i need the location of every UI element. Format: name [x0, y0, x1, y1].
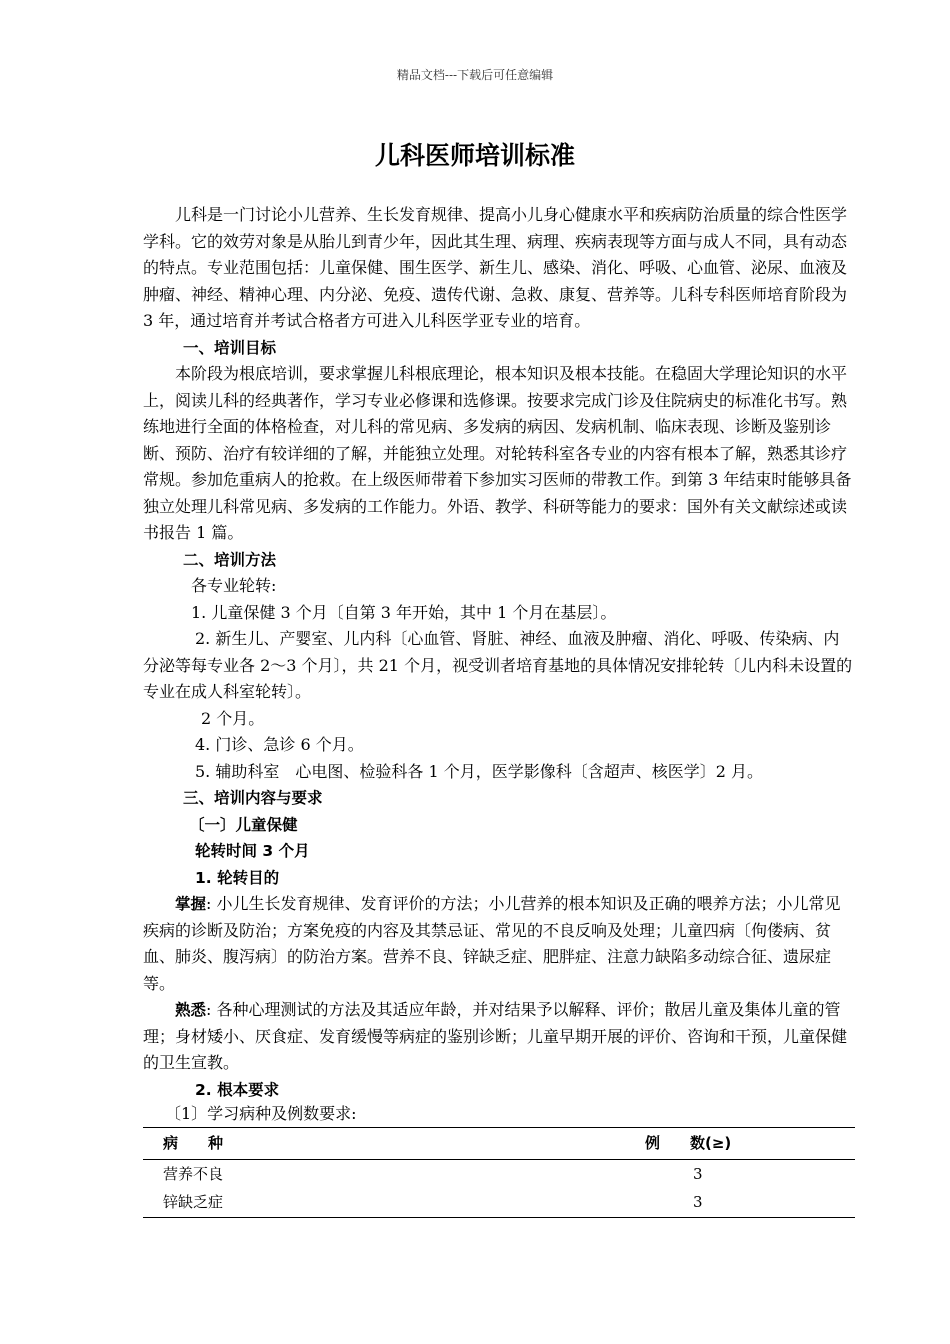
table-header-row — [143, 1128, 855, 1160]
section-heading-methods: 二、培训方法 — [183, 550, 277, 569]
familiar-label: 熟悉 — [175, 1001, 207, 1019]
page-header: 精品文档---下载后可任意编辑 — [396, 68, 554, 82]
section-heading-goals: 一、培训目标 — [183, 338, 277, 357]
purpose-heading: 1. 轮转目的 — [195, 868, 280, 887]
master-label: 掌握 — [175, 895, 207, 913]
section-heading-content: 三、培训内容与要求 — [183, 789, 323, 807]
column-header-count: 例 数(≥) — [645, 1128, 855, 1160]
table-cell-count: 3 — [693, 1164, 703, 1183]
subsection-heading-child-health: 〔一〕儿童保健 — [189, 815, 298, 834]
document-body — [143, 202, 855, 1218]
table-row — [143, 1159, 855, 1188]
requirements-label: 〔1〕学习病种及例数要求: — [165, 1104, 357, 1123]
table-row — [143, 1188, 855, 1217]
rotation-intro: 各专业轮转: — [191, 576, 277, 595]
familiar-paragraph — [143, 997, 855, 1077]
table-cell-count: 3 — [645, 1188, 855, 1217]
table-cell-disease: 锌缺乏症 — [143, 1188, 645, 1217]
rotation-item-3: 2 个月。 — [201, 708, 265, 728]
disease-count-table — [143, 1127, 855, 1218]
rotation-item-5: 5. 辅助科室 心电图、检验科各 1 个月，医学影像科〔含超声、核医学〕2 月。 — [195, 761, 763, 781]
requirements-heading: 2. 根本要求 — [195, 1080, 280, 1099]
master-text: : 小儿生长发育规律、发育评价的方法；小儿营养的根本知识及正确的喂养方法；小儿常见疾病的诊断及防治；方案免疫的内容及其禁忌证、常见的不良反响及处理；儿童四病〔佝偻病、贫血、肺炎、腹泻病〕的防治方案。营养不良、锌缺乏症、肥胖症、注意力缺陷多动综合征、遗尿症等。 — [143, 894, 841, 993]
table-cell-disease: 营养不良 — [163, 1164, 224, 1183]
rotation-time: 轮转时间 3 个月 — [195, 842, 310, 860]
column-header-disease: 病 种 — [143, 1128, 645, 1160]
rotation-item-2: 2. 新生儿、产婴室、儿内科〔心血管、肾脏、神经、血液及肿瘤、消化、呼吸、传染病、内分泌等每专业各 2～3 个月〕，共 21 个月，视受训者培育基地的具体情况安排轮转〔儿内科未设置的专业在成人科室轮转〕。 — [143, 629, 853, 701]
rotation-item-4: 4. 门诊、急诊 6 个月。 — [195, 735, 364, 754]
intro-paragraph: 儿科是一门讨论小儿营养、生长发育规律、提高小儿身心健康水平和疾病防治质量的综合性医学学科。它的效劳对象是从胎儿到青少年，因此其生理、病理、疾病表现等方面与成人不同，具有动态的特点。专业范围包括：儿童保健、围生医学、新生儿、感染、消化、呼吸、心血管、泌尿、血液及肿瘤、神经、精神心理、内分泌、免疫、遗传代谢、急救、康复、营养等。儿科专科医师培育阶段为 3 年，通过培育并考试合格者方可进入儿科医学亚专业的培育。 — [143, 205, 848, 330]
goals-paragraph: 本阶段为根底培训，要求掌握儿科根底理论，根本知识及根本技能。在稳固大学理论知识的水平上，阅读儿科的经典著作，学习专业必修课和选修课。按要求完成门诊及住院病史的标准化书写。熟练地进行全面的体格检查，对儿科的常见病、多发病的病因、发病机制、临床表现、诊断及鉴别诊断、预防、治疗有较详细的了解，并能独立处理。对轮转科室各专业的内容有根本了解，熟悉其诊疗常规。参加危重病人的抢救。在上级医师带着下参加实习医师的带教工作。到第 3 年结束时能够具备独立处理儿科常见病、多发病的工作能力。外语、教学、科研等能力的要求：国外有关文献综述或读书报告 1 篇。 — [143, 364, 852, 542]
document-title: 儿科医师培训标准 — [374, 141, 575, 170]
familiar-text: : 各种心理测试的方法及其适应年龄，并对结果予以解释、评价；散居儿童及集体儿童的管理；身材矮小、厌食症、发育缓慢等病症的鉴别诊断；儿童早期开展的评价、咨询和干预，儿童保健的卫生宣教。 — [143, 1000, 848, 1072]
rotation-item-1: 1. 儿童保健 3 个月〔自第 3 年开始，其中 1 个月在基层〕。 — [191, 602, 617, 622]
master-paragraph — [143, 891, 855, 997]
